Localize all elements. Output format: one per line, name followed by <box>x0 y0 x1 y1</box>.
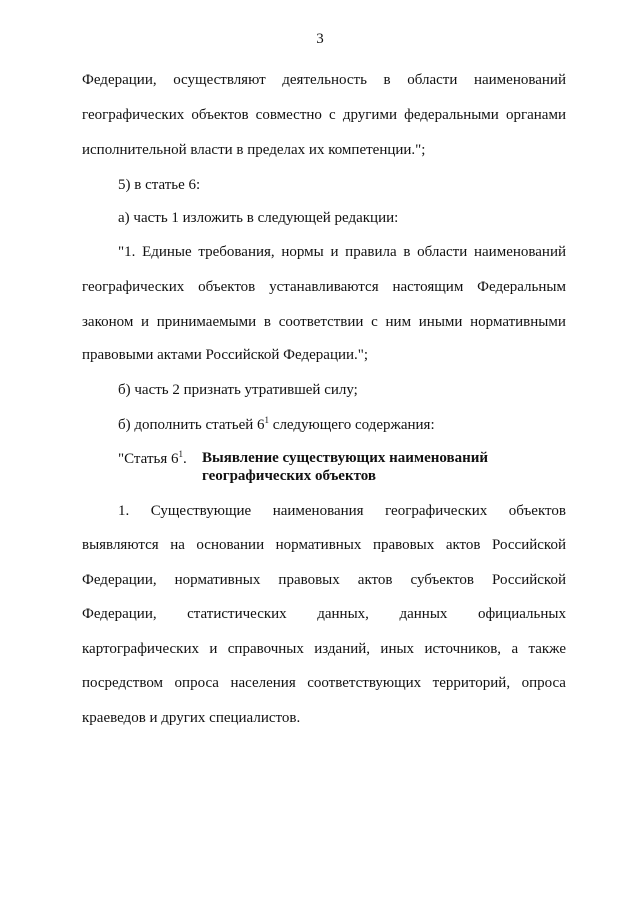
word: совместно <box>255 107 322 123</box>
word: 1. <box>118 503 130 519</box>
text-line <box>118 415 435 435</box>
word: настоящим <box>392 279 464 295</box>
word: опроса <box>521 675 566 691</box>
word: Федеральным <box>477 279 566 295</box>
text-line <box>82 277 566 297</box>
text-line: 5) в статье 6: <box>118 177 201 193</box>
text-line <box>82 70 566 90</box>
word: области <box>417 244 468 260</box>
word: с <box>371 314 378 330</box>
word: географических <box>385 503 488 519</box>
word: Существующие <box>150 503 252 519</box>
word: Российской <box>492 572 566 588</box>
word: нормативными <box>470 314 566 330</box>
word: Российской <box>492 537 566 553</box>
text-line: краеведов и других специалистов. <box>82 710 301 726</box>
page-number: 3 <box>316 31 324 47</box>
text-line <box>82 312 566 332</box>
word: данных, <box>317 606 369 622</box>
word: объектов <box>191 107 249 123</box>
word: правовых <box>372 537 435 553</box>
word: осуществляют <box>173 72 266 88</box>
word: деятельность <box>282 72 367 88</box>
text-line <box>82 604 566 624</box>
article-label-superscript: 1 <box>178 449 183 459</box>
word: и <box>330 244 339 260</box>
word: посредством <box>82 675 164 691</box>
word: а <box>511 641 519 657</box>
article-label-text: "Статья 6 <box>118 451 179 467</box>
word: территорий, <box>432 675 511 691</box>
article-label <box>118 449 187 469</box>
text-line <box>82 105 566 125</box>
word: федеральными <box>404 107 499 123</box>
word: данных <box>399 606 448 622</box>
word: области <box>407 72 458 88</box>
word: иными <box>418 314 463 330</box>
word: с <box>329 107 336 123</box>
article-title: Выявление существующих наименований географических объектов <box>202 450 489 484</box>
word: географических <box>82 279 185 295</box>
word: справочных <box>227 641 304 657</box>
text-line: б) часть 2 признать утратившей силу; <box>118 382 358 398</box>
word: соответствующих <box>307 675 422 691</box>
word: изданий, <box>314 641 371 657</box>
article-label-end: . <box>182 451 187 467</box>
text-line <box>82 535 566 555</box>
word: принимаемыми <box>156 314 257 330</box>
word: источников, <box>424 641 502 657</box>
word: в <box>263 314 271 330</box>
word: актов <box>445 537 481 553</box>
word: нормативных <box>174 572 261 588</box>
word: требования, <box>198 244 275 260</box>
text-line <box>82 673 566 693</box>
word: устанавливаются <box>269 279 379 295</box>
text-line <box>82 570 566 590</box>
word: картографических <box>82 641 199 657</box>
word: опроса <box>174 675 219 691</box>
word: иных <box>380 641 415 657</box>
word: основании <box>196 537 265 553</box>
word: объектов <box>508 503 566 519</box>
article-heading <box>118 449 578 489</box>
word: объектов <box>198 279 256 295</box>
text-fragment: б) дополнить статьей 6 <box>118 417 265 433</box>
text-line: правовыми актами Российской Федерации."; <box>82 347 369 363</box>
text-fragment: следующего содержания: <box>269 417 435 433</box>
word: наименований <box>473 72 566 88</box>
word: актов <box>357 572 393 588</box>
word: в <box>383 72 391 88</box>
word: законом <box>82 314 134 330</box>
word: также <box>528 641 566 657</box>
word: в <box>403 244 411 260</box>
word: "1. <box>118 244 136 260</box>
word: Единые <box>142 244 192 260</box>
word: наименования <box>272 503 364 519</box>
text-line <box>118 242 566 262</box>
word: наименований <box>473 244 566 260</box>
word: и <box>141 314 150 330</box>
word: правила <box>345 244 397 260</box>
text-line <box>118 501 566 521</box>
word: Федерации, <box>82 572 157 588</box>
word: ним <box>385 314 412 330</box>
word: Федерации, <box>82 72 157 88</box>
word: другими <box>342 107 397 123</box>
word: соответствии <box>278 314 364 330</box>
text-line: а) часть 1 изложить в следующей редакции: <box>118 210 399 226</box>
word: Федерации, <box>82 606 157 622</box>
word: нормы <box>281 244 324 260</box>
text-line <box>82 639 566 659</box>
text-line: исполнительной власти в пределах их компетенции."; <box>82 142 426 158</box>
word: населения <box>230 675 296 691</box>
word: географических <box>82 107 185 123</box>
word: статистических <box>187 606 287 622</box>
word: нормативных <box>275 537 362 553</box>
word: и <box>209 641 218 657</box>
word: выявляются <box>82 537 159 553</box>
superscript: 1 <box>264 415 270 425</box>
word: официальных <box>477 606 566 622</box>
word: на <box>170 537 185 553</box>
word: правовых <box>278 572 340 588</box>
word: органами <box>505 107 566 123</box>
word: субъектов <box>410 572 474 588</box>
